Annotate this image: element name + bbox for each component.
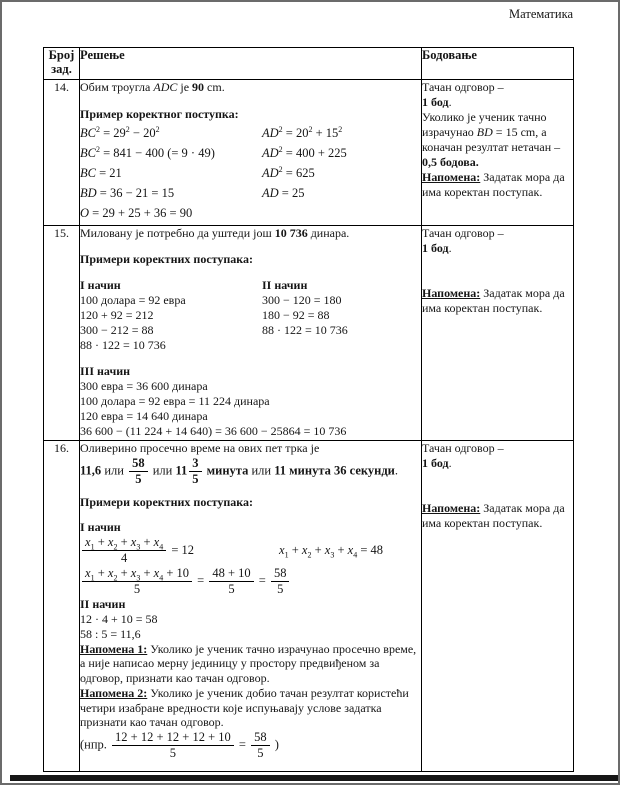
solution-cell-15 bbox=[80, 226, 422, 441]
equation-line: BD = 36 − 21 = 15 bbox=[80, 185, 175, 200]
equation-line bbox=[80, 536, 421, 565]
spacer bbox=[80, 353, 421, 364]
method-line: 180 − 92 = 88 bbox=[262, 308, 330, 322]
example-equation: (нпр. $\frac{12 + 12 + 12 + 12 + 10}{5}$ = $\frac{58}{5}$ ) bbox=[80, 729, 279, 761]
spacer bbox=[80, 487, 421, 495]
scoring-cell-15 bbox=[422, 226, 574, 441]
points-value: 1 бод. bbox=[422, 241, 452, 255]
answer-statement: Миловану је потребно да уштеди још 10 736 динара. bbox=[80, 226, 350, 240]
equation-line: AD = 25 bbox=[262, 185, 305, 200]
method-1-title: I начин bbox=[80, 520, 121, 535]
equation-sum: $x_1 + x_2 + x_3 + x_4 = 48$ bbox=[279, 542, 383, 560]
method-line: 100 долара = 92 евра bbox=[80, 293, 186, 307]
solution-cell-14 bbox=[80, 80, 422, 226]
scoring-note: Напомена: Задатак мора да има коректан поступак. bbox=[422, 501, 568, 530]
correct-answer-label: Тачан одговор – bbox=[422, 226, 504, 240]
table-row-15 bbox=[44, 226, 574, 441]
column-header-solution: Решење bbox=[80, 48, 422, 80]
scoring-note: Напомена: Задатак мора да има коректан поступак. bbox=[422, 170, 568, 199]
problem-number-14: 14. bbox=[44, 80, 80, 226]
equation-line: $AD^2 = 400 + 225$ bbox=[262, 144, 347, 160]
method-1-block bbox=[80, 278, 262, 353]
spacer bbox=[80, 95, 421, 107]
method-line: 88 · 122 = 10 736 bbox=[80, 338, 166, 352]
method-2-title: II начин bbox=[80, 596, 126, 611]
method-line: 120 евра = 14 640 динара bbox=[80, 409, 208, 423]
method-line: 58 : 5 = 11,6 bbox=[80, 626, 141, 641]
points-value: 1 бод. bbox=[422, 95, 452, 109]
method-line: 12 · 4 + 10 = 58 bbox=[80, 611, 158, 626]
page-title: Математика bbox=[509, 7, 573, 21]
spacer bbox=[80, 510, 421, 520]
equation-average: $\frac{x_1 + x_2 + x_3 + x_4}{4}$ = 12 bbox=[80, 543, 194, 557]
problem-number-15: 15. bbox=[44, 226, 80, 441]
scoring-note: Напомена: Задатак мора да има коректан поступак. bbox=[422, 286, 568, 315]
answer-key-table bbox=[43, 47, 574, 772]
answer-statement: Оливерино просечно време на ових пет трка је bbox=[80, 441, 320, 455]
spacer bbox=[422, 256, 573, 286]
table-row-16 bbox=[44, 441, 574, 772]
points-value: 1 бод. bbox=[422, 456, 452, 470]
table-row-14 bbox=[44, 80, 574, 226]
method-line: 100 долара = 92 евра = 11 224 динара bbox=[80, 394, 270, 408]
spacer bbox=[80, 267, 421, 278]
method-2-title: II начин bbox=[262, 278, 308, 292]
solution-cell-16 bbox=[80, 441, 422, 772]
method-3-title: III начин bbox=[80, 364, 131, 378]
equation-line: $AD^2 = 625$ bbox=[262, 164, 315, 180]
partial-points-value: 0,5 бодова. bbox=[422, 155, 479, 169]
method-line: 36 600 − (11 224 + 14 640) = 36 600 − 25864 = 10 736 bbox=[80, 424, 347, 438]
equation-line: BC = 21 bbox=[80, 165, 122, 180]
table-header-row bbox=[44, 48, 574, 80]
partial-credit-rule: Уколико је ученик тачно израчунао BD = 15 cm, а коначан резултат нетачан – bbox=[422, 110, 561, 154]
correct-answer-label: Тачан одговор – bbox=[422, 80, 504, 94]
scoring-cell-16 bbox=[422, 441, 574, 772]
spacer bbox=[80, 241, 421, 252]
method-line: 120 + 92 = 212 bbox=[80, 308, 154, 322]
example-heading: Примери коректних поступака: bbox=[80, 495, 254, 510]
column-header-problem-number: Број зад. bbox=[44, 48, 80, 80]
answer-values: 11,6 или $\frac{58}{5}$ или 11 $\frac{3}{5}$ минута или 11 минута 36 секунди. bbox=[80, 456, 398, 487]
equation-line: $BC^2 = 29^2 - 20^2$ bbox=[80, 124, 160, 140]
equation-line: O = 29 + 25 + 36 = 90 bbox=[80, 205, 193, 220]
spacer bbox=[422, 471, 573, 501]
method-line: 300 евра = 36 600 динара bbox=[80, 379, 208, 393]
method-line: 300 − 120 = 180 bbox=[262, 293, 342, 307]
problem-number-16: 16. bbox=[44, 441, 80, 772]
equation-line: $\frac{x_1 + x_2 + x_3 + x_4 + 10}{5}$ = $\frac{48 + 10}{5}$ = $\frac{58}{5}$ bbox=[80, 567, 421, 596]
scan-edge-artifact bbox=[10, 775, 618, 781]
method-columns bbox=[80, 278, 421, 353]
column-header-scoring: Бодовање bbox=[422, 48, 574, 80]
equation-line: $AD^2 = 20^2 + 15^2$ bbox=[262, 124, 343, 140]
note-1: Напомена 1: Уколико је ученик тачно израчунао просечно време, а није написао мерну јединицу у простору предвиђеном за одговор, признати као тачан одговор. bbox=[80, 641, 420, 686]
note-2: Напомена 2: Уколико је ученик добио тачан резултат користећи четири изабране вредности које испуњавају услове задатка признати као тачан одговор. bbox=[80, 685, 412, 730]
equation-line: $BC^2 = 841 - 400$ (= 9 · 49) bbox=[80, 144, 215, 160]
answer-statement: Обим троугла ADC је 90 cm. bbox=[80, 80, 225, 94]
equation-columns bbox=[80, 123, 421, 223]
correct-answer-label: Тачан одговор – bbox=[422, 441, 504, 455]
method-line: 300 − 212 = 88 bbox=[80, 323, 154, 337]
example-heading: Пример коректног поступка: bbox=[80, 107, 239, 121]
method-3-block bbox=[80, 364, 421, 439]
example-heading: Примери коректних поступака: bbox=[80, 252, 254, 266]
scoring-cell-14 bbox=[422, 80, 574, 226]
method-2-block bbox=[262, 278, 421, 353]
method-line: 88 · 122 = 10 736 bbox=[262, 323, 348, 337]
method-1-title: I начин bbox=[80, 278, 121, 292]
